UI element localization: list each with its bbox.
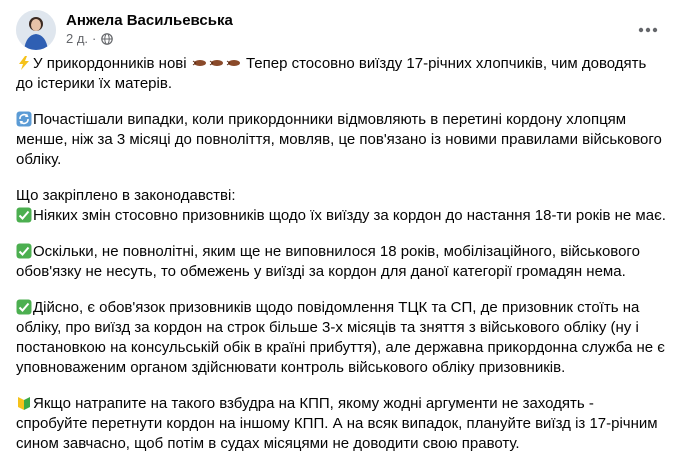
more-options-button[interactable] xyxy=(630,12,666,48)
cockroach-icon xyxy=(192,58,207,68)
ellipsis-icon xyxy=(638,27,658,33)
paragraph-2: Почастішали випадки, коли прикордонники відмовляють в перетині кордону хлопцям менше, ніж за 3 місяці до повноліття, мовляв, це пов'язано із новими правилами військового обліку. xyxy=(16,111,662,168)
meta-separator: · xyxy=(92,31,97,46)
paragraph-4: Ніяких змін стосовно призовників щодо їх виїзду за кордон до настання 18-ти років не має. xyxy=(16,206,666,226)
post-meta xyxy=(66,31,113,46)
post-time[interactable]: 2 д. xyxy=(66,31,89,46)
paragraph-3: Що закріплено в законодавстві: xyxy=(16,187,236,204)
author-name[interactable]: Анжела Васильевська xyxy=(66,12,233,29)
paragraph-1: У прикордонників нові Тепер стосовно виїзду 17-річних хлопчиків, чим доводять до істерики їх матерів. xyxy=(16,55,647,92)
paragraph-6: Дійсно, є обов'язок призовників щодо повідомлення ТЦК та СП, де призовник стоїть на обліку, про виїзд за кордон на строк більше 3-х місяців та зняття з військового обліку (ну і постановкою на консульській обік в країні прибуття), але державна прикордонна служба не є уповноваженим органом здійснювати контроль військового обліку призовників. xyxy=(16,299,665,376)
post-body xyxy=(16,54,666,470)
author-avatar[interactable] xyxy=(16,10,56,50)
check-box-icon xyxy=(16,207,32,223)
beginner-badge-icon xyxy=(16,395,32,411)
paragraph-7: Якщо натрапите на такого взбудра на КПП, якому жодні аргументи не заходять - спробуйте перетнути кордон на іншому КПП. А на всяк випадок, плануйте виїзд із 17-річним сином завчасно, щоб потім в судах місяцями не доводити свою правоту. xyxy=(16,395,658,452)
lightning-icon xyxy=(16,55,32,71)
post-header xyxy=(16,10,668,50)
check-box-icon xyxy=(16,243,32,259)
check-box-icon xyxy=(16,299,32,315)
arrows-cycle-icon xyxy=(16,111,32,127)
paragraph-5: Оскільки, не повнолітні, яким ще не виповнилося 18 років, мобілізаційного, військового обов'язку не несуть, то обмежень у виїзді за кордон для даної категорії громадян нема. xyxy=(16,243,640,280)
cockroach-icon xyxy=(209,58,224,68)
globe-icon xyxy=(101,33,113,45)
cockroach-icon xyxy=(226,58,241,68)
